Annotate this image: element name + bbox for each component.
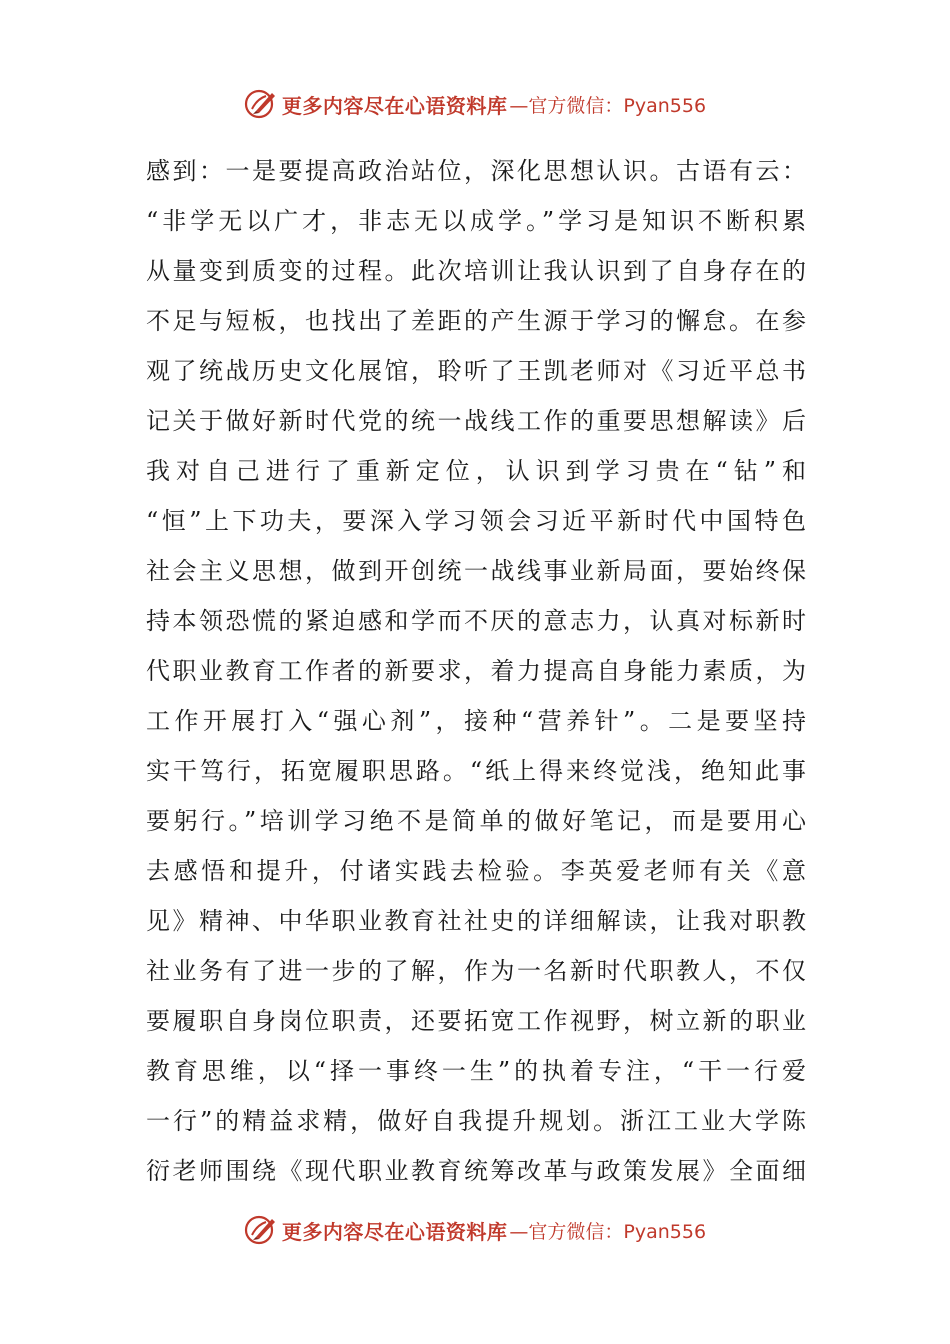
text-line: 社业务有了进一步的了解，作为一名新时代职教人，不仅 bbox=[146, 957, 806, 985]
text-line: 不足与短板，也找出了差距的产生源于学习的懈怠。在参 bbox=[146, 307, 806, 335]
text-line: 观了统战历史文化展馆，聆听了王凯老师对《习近平总书 bbox=[146, 357, 806, 385]
text-line: 见》精神、中华职业教育社社史的详细解读，让我对职教 bbox=[146, 907, 806, 935]
text-line: 去感悟和提升，付诸实践去检验。李英爱老师有关《意 bbox=[146, 857, 806, 885]
footer-banner-main-text: 更多内容尽在心语资料库 bbox=[281, 1219, 508, 1244]
text-line: 要躬行。”培训学习绝不是简单的做好笔记，而是要用心 bbox=[146, 807, 806, 835]
text-line: 一行”的精益求精，做好自我提升规划。浙江工业大学陈 bbox=[146, 1107, 806, 1135]
text-line: 工作开展打入“强心剂”，接种“营养针”。二是要坚持 bbox=[146, 707, 806, 735]
pen-logo-icon bbox=[244, 1213, 278, 1247]
text-line: 感到：一是要提高政治站位，深化思想认识。古语有云： bbox=[146, 157, 806, 185]
text-line: 衍老师围绕《现代职业教育统筹改革与政策发展》全面细 bbox=[146, 1157, 806, 1185]
header-banner-main-text: 更多内容尽在心语资料库 bbox=[281, 93, 508, 118]
text-line: “非学无以广才，非志无以成学。”学习是知识不断积累 bbox=[146, 207, 806, 235]
text-line: “恒”上下功夫，要深入学习领会习近平新时代中国特色 bbox=[146, 507, 806, 535]
text-line: 教育思维，以“择一事终一生”的执着专注，“干一行爱 bbox=[146, 1057, 806, 1085]
body-text-block bbox=[146, 146, 806, 1196]
text-line: 实干笃行，拓宽履职思路。“纸上得来终觉浅，绝知此事 bbox=[146, 757, 806, 785]
text-line: 社会主义思想，做到开创统一战线事业新局面，要始终保 bbox=[146, 557, 806, 585]
text-line: 记关于做好新时代党的统一战线工作的重要思想解读》后 bbox=[146, 407, 806, 435]
footer-watermark-banner bbox=[0, 1210, 950, 1250]
header-banner-sub-text: —官方微信：Pyan556 bbox=[509, 94, 707, 117]
footer-banner-sub-text: —官方微信：Pyan556 bbox=[509, 1220, 707, 1243]
pen-logo-icon bbox=[244, 87, 278, 121]
text-line: 代职业教育工作者的新要求，着力提高自身能力素质，为 bbox=[146, 657, 806, 685]
text-line: 我对自己进行了重新定位，认识到学习贵在“钻”和 bbox=[146, 457, 806, 485]
text-line: 要履职自身岗位职责，还要拓宽工作视野，树立新的职业 bbox=[146, 1007, 806, 1035]
text-line: 持本领恐慌的紧迫感和学而不厌的意志力，认真对标新时 bbox=[146, 607, 806, 635]
header-watermark-banner bbox=[0, 84, 950, 124]
text-line: 从量变到质变的过程。此次培训让我认识到了自身存在的 bbox=[146, 257, 806, 285]
